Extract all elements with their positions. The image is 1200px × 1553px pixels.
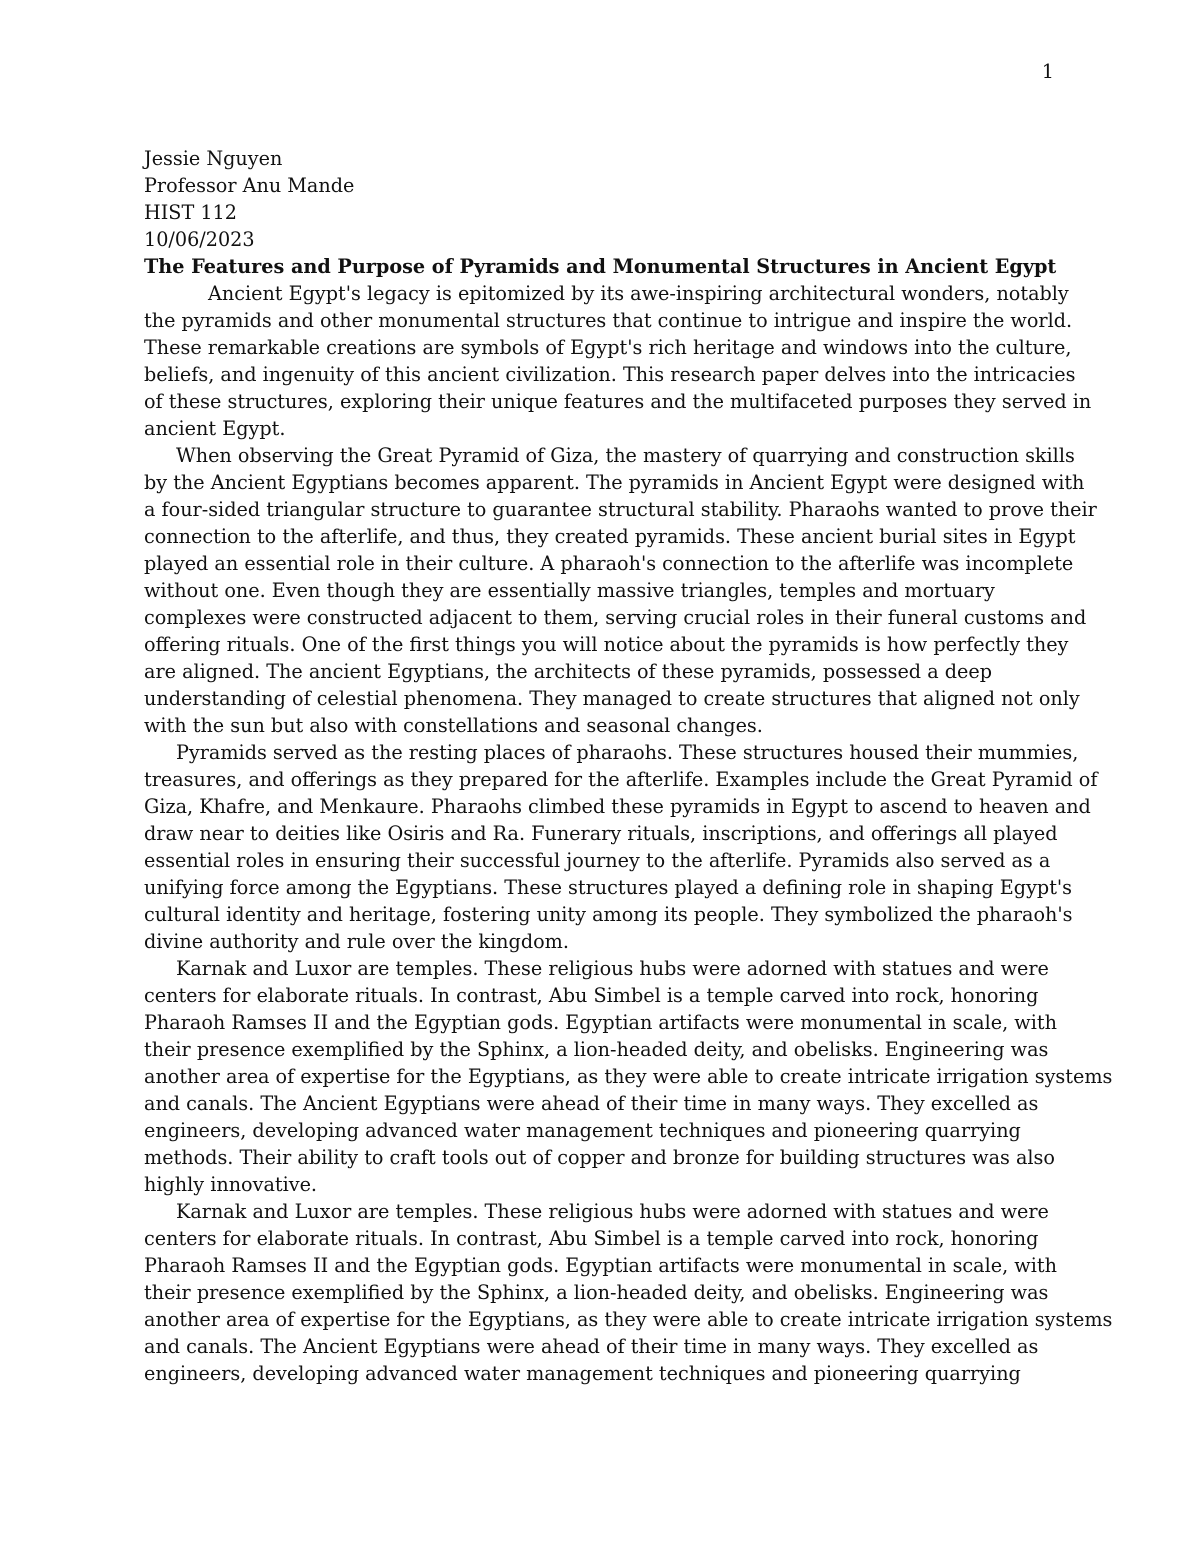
paragraph-line: Pharaoh Ramses II and the Egyptian gods. Egyptian artifacts were monumental in scale, with — [144, 1011, 1057, 1034]
paragraph-line: another area of expertise for the Egyptians, as they were able to create intricate irrigation systems — [144, 1065, 1113, 1088]
paragraph-line: engineers, developing advanced water management techniques and pioneering quarrying — [144, 1362, 1021, 1385]
paragraph-5 — [144, 1198, 1113, 1387]
paragraph-3 — [144, 739, 1098, 955]
paragraph-line: Pharaoh Ramses II and the Egyptian gods. Egyptian artifacts were monumental in scale, with — [144, 1254, 1057, 1277]
document-title: The Features and Purpose of Pyramids and Monumental Structures in Ancient Egypt — [144, 255, 1057, 278]
paragraph-line: Ancient Egypt's legacy is epitomized by its awe-inspiring architectural wonders, notably — [208, 282, 1069, 305]
body-text — [144, 280, 1113, 1387]
paragraph-line: Pyramids served as the resting places of pharaohs. These structures housed their mummies, — [176, 741, 1079, 764]
paragraph-line: Karnak and Luxor are temples. These religious hubs were adorned with statues and were — [176, 1200, 1049, 1223]
paragraph-line: another area of expertise for the Egyptians, as they were able to create intricate irrigation systems — [144, 1308, 1113, 1331]
author-name: Jessie Nguyen — [144, 147, 283, 170]
course-code: HIST 112 — [144, 201, 237, 224]
paragraph-line: When observing the Great Pyramid of Giza, the mastery of quarrying and construction skills — [176, 444, 1075, 467]
paragraph-line: beliefs, and ingenuity of this ancient civilization. This research paper delves into the intricacies — [144, 363, 1076, 386]
paragraph-line: their presence exemplified by the Sphinx, a lion-headed deity, and obelisks. Engineering was — [144, 1038, 1049, 1061]
paragraph-line: connection to the afterlife, and thus, they created pyramids. These ancient burial sites in Egypt — [144, 525, 1076, 548]
paragraph-line: ancient Egypt. — [144, 417, 286, 440]
paragraph-line: without one. Even though they are essentially massive triangles, temples and mortuary — [144, 579, 995, 602]
paragraph-line: engineers, developing advanced water management techniques and pioneering quarrying — [144, 1119, 1021, 1142]
paragraph-line: the pyramids and other monumental structures that continue to intrigue and inspire the world. — [144, 309, 1073, 332]
professor-name: Professor Anu Mande — [144, 174, 355, 197]
paragraph-line: a four-sided triangular structure to guarantee structural stability. Pharaohs wanted to prove their — [144, 498, 1097, 521]
paragraph-line: These remarkable creations are symbols of Egypt's rich heritage and windows into the culture, — [144, 336, 1072, 359]
document-date: 10/06/2023 — [144, 228, 255, 251]
paragraph-line: unifying force among the Egyptians. These structures played a defining role in shaping Egypt's — [144, 876, 1073, 899]
paragraph-line: their presence exemplified by the Sphinx, a lion-headed deity, and obelisks. Engineering was — [144, 1281, 1049, 1304]
paragraph-line: treasures, and offerings as they prepared for the afterlife. Examples include the Great Pyramid of — [144, 768, 1098, 791]
paragraph-line: and canals. The Ancient Egyptians were ahead of their time in many ways. They excelled as — [144, 1092, 1039, 1115]
paragraph-line: complexes were constructed adjacent to them, serving crucial roles in their funeral customs and — [144, 606, 1087, 629]
paragraph-line: understanding of celestial phenomena. They managed to create structures that aligned not only — [144, 687, 1080, 710]
paragraph-line: centers for elaborate rituals. In contrast, Abu Simbel is a temple carved into rock, honoring — [144, 984, 1039, 1007]
paragraph-line: offering rituals. One of the first things you will notice about the pyramids is how perfectly they — [144, 633, 1069, 656]
paragraph-line: highly innovative. — [144, 1173, 318, 1196]
paragraph-line: methods. Their ability to craft tools out of copper and bronze for building structures was also — [144, 1146, 1055, 1169]
paragraph-line: with the sun but also with constellations and seasonal changes. — [144, 714, 763, 737]
paragraph-line: by the Ancient Egyptians becomes apparent. The pyramids in Ancient Egypt were designed with — [144, 471, 1085, 494]
header-block — [144, 145, 1064, 280]
paragraph-line: are aligned. The ancient Egyptians, the architects of these pyramids, possessed a deep — [144, 660, 993, 683]
paragraph-line: centers for elaborate rituals. In contrast, Abu Simbel is a temple carved into rock, honoring — [144, 1227, 1039, 1250]
paragraph-line: cultural identity and heritage, fostering unity among its people. They symbolized the pharaoh's — [144, 903, 1073, 926]
paragraph-line: played an essential role in their culture. A pharaoh's connection to the afterlife was incomplete — [144, 552, 1074, 575]
page-number: 1 — [1041, 60, 1054, 83]
paragraph-line: draw near to deities like Osiris and Ra. Funerary rituals, inscriptions, and offerings all played — [144, 822, 1058, 845]
paragraph-line: and canals. The Ancient Egyptians were ahead of their time in many ways. They excelled as — [144, 1335, 1039, 1358]
paragraph-line: of these structures, exploring their unique features and the multifaceted purposes they served in — [144, 390, 1092, 413]
paragraph-line: Karnak and Luxor are temples. These religious hubs were adorned with statues and were — [176, 957, 1049, 980]
paragraph-1 — [144, 280, 1092, 442]
paragraph-2 — [144, 442, 1097, 739]
paragraph-4 — [144, 955, 1113, 1198]
paragraph-line: divine authority and rule over the kingdom. — [144, 930, 569, 953]
paragraph-line: essential roles in ensuring their successful journey to the afterlife. Pyramids also served as a — [144, 849, 1051, 872]
paragraph-line: Giza, Khafre, and Menkaure. Pharaohs climbed these pyramids in Egypt to ascend to heaven and — [144, 795, 1091, 818]
